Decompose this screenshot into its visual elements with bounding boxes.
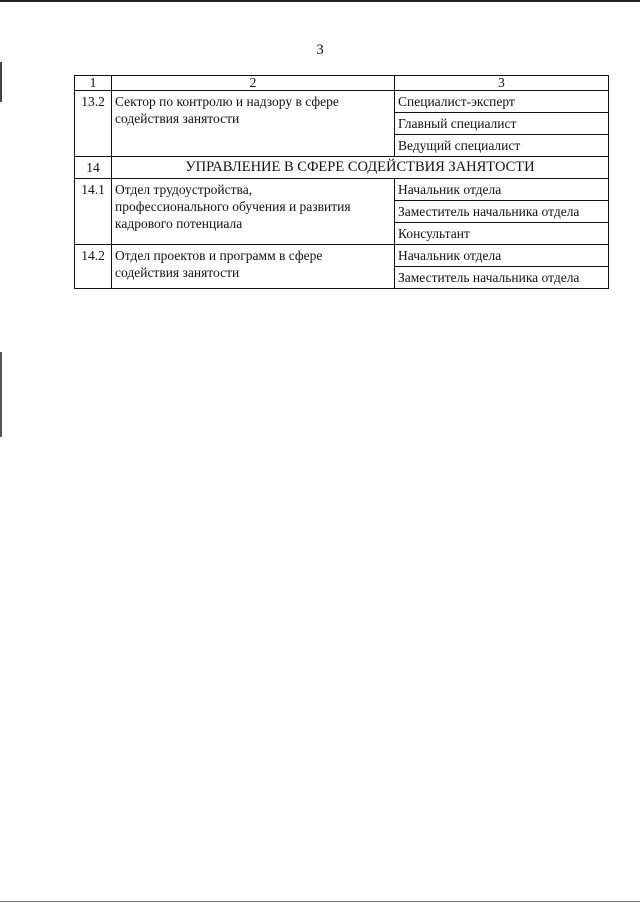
row-number: 13.2 [75, 91, 112, 157]
table-header-row [75, 76, 609, 91]
department-name-line: содействия занятости [115, 265, 240, 280]
staff-table [74, 75, 609, 289]
position-cell: Главный специалист [395, 113, 609, 135]
position-cell: Консультант [395, 223, 609, 245]
column-header: 1 [75, 76, 112, 91]
column-header: 2 [112, 76, 395, 91]
department-name [112, 179, 395, 245]
position-cell: Ведущий специалист [395, 135, 609, 157]
section-row [75, 157, 609, 179]
row-number: 14.2 [75, 245, 112, 289]
department-name-line: Отдел проектов и программ в сфере [115, 248, 323, 263]
section-title: УПРАВЛЕНИЕ В СФЕРЕ СОДЕЙСТВИЯ ЗАНЯТОСТИ [112, 157, 609, 179]
row-number: 14 [75, 157, 112, 179]
position-cell: Заместитель начальника отдела [395, 267, 609, 289]
department-name-line: Сектор по контролю и надзору в сфере [115, 94, 339, 109]
table-row [75, 91, 609, 113]
position-cell: Специалист-эксперт [395, 91, 609, 113]
table-row [75, 179, 609, 201]
page-number: 3 [316, 42, 324, 58]
department-name-line: кадрового потенциала [115, 216, 243, 231]
scan-edge-left [0, 352, 2, 437]
position-cell: Начальник отдела [395, 179, 609, 201]
row-number: 14.1 [75, 179, 112, 245]
column-header: 3 [395, 76, 609, 91]
department-name-line: содействия занятости [115, 111, 240, 126]
scan-edge-bottom [0, 901, 640, 902]
scan-edge-left [0, 62, 2, 102]
department-name [112, 245, 395, 289]
department-name [112, 91, 395, 157]
position-cell: Начальник отдела [395, 245, 609, 267]
department-name-line: профессионального обучения и развития [115, 199, 351, 214]
scan-edge-top [0, 0, 640, 2]
table-row [75, 245, 609, 267]
department-name-line: Отдел трудоустройства, [115, 182, 253, 197]
position-cell: Заместитель начальника отдела [395, 201, 609, 223]
